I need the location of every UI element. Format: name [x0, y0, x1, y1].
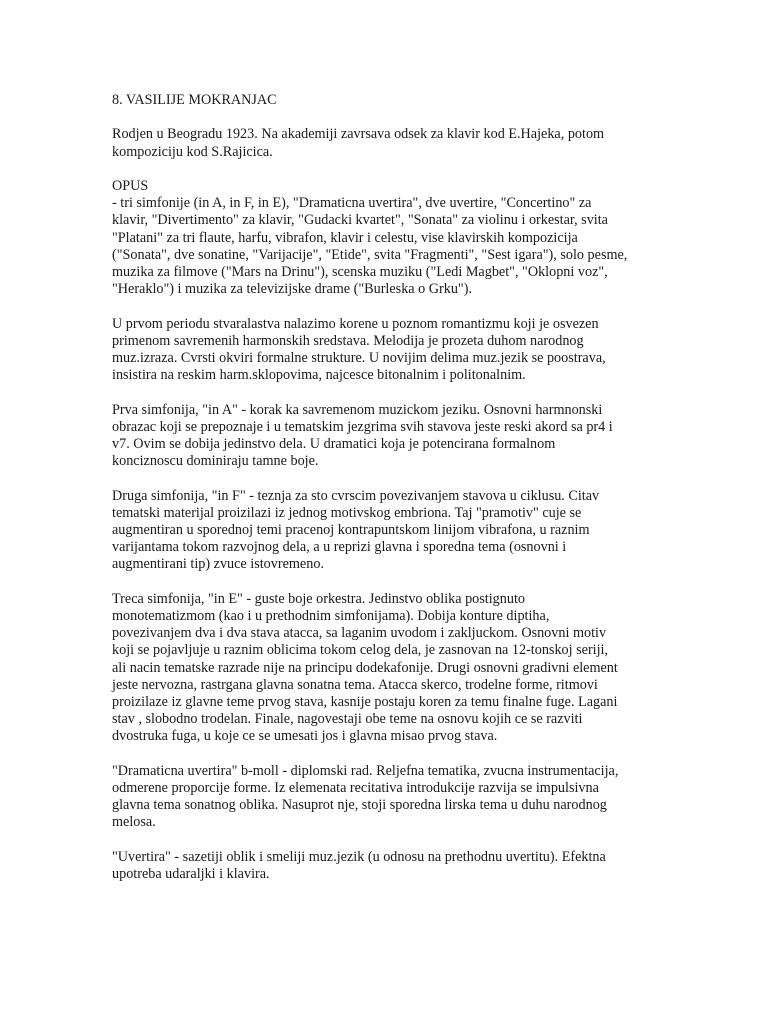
- paragraph: [112, 488, 712, 574]
- text-line: primenom savremenih harmonskih sredstava. Melodija je prozeta duhom narodnog: [112, 332, 584, 349]
- paragraph: [112, 591, 712, 746]
- text-line: insistira na reskim harm.sklopovima, najcesce bitonalnim i politonalnim.: [112, 367, 526, 384]
- paragraph: [112, 402, 712, 471]
- text-line: monotematizmom (kao i u prethodnim simfonijama). Dobija konture diptiha,: [112, 608, 550, 624]
- text-line: "Platani" za tri flaute, harfu, vibrafon, klavir i celestu, vise klavirskih kompozicija: [112, 229, 578, 246]
- text-line: Treca simfonija, "in E" - guste boje orkestra. Jedinstvo oblika postignuto: [112, 590, 525, 607]
- text-line: jeste nervozna, rastrgana glavna sonatna tema. Atacca skerco, trodelne forme, ritmovi: [112, 676, 598, 693]
- text-line: U prvom periodu stvaralastva nalazimo korene u poznom romantizmu koji je osvezen: [112, 315, 599, 332]
- document-page: [112, 92, 712, 900]
- paragraph: [112, 126, 712, 160]
- text-line: muz.izraza. Cvrsti okviri formalne strukture. U novijim delima muz.jezik se poostrava,: [112, 350, 606, 366]
- text-line: glavna tema sonatnog oblika. Nasuprot nje, stoji sporedna lirska tema u duhu narodnog: [112, 797, 607, 814]
- text-line: proizilaze iz glavne teme prvog stava, kasnije postaju koren za temu finalne fuge. Lagani: [112, 694, 618, 711]
- text-line: "Heraklo") i muzika za televizijske drame ("Burleska o Grku").: [112, 281, 472, 298]
- text-line: ali nacin tematske razrade nije na principu dodekafonije. Drugi osnovni gradivni element: [112, 659, 618, 676]
- paragraph: [112, 316, 712, 385]
- text-line: konciznoscu dominiraju tamne boje.: [112, 453, 319, 470]
- text-line: kompoziciju kod S.Rajicica.: [112, 143, 273, 160]
- text-line: Druga simfonija, "in F" - teznja za sto cvrscim povezivanjem stavova u ciklusu. Citav: [112, 487, 600, 504]
- text-line: klavir, "Divertimento" za klavir, "Gudacki kvartet", "Sonata" za violinu i orkestar, svita: [112, 212, 608, 229]
- text-line: tematski materijal proizilazi iz jednog motivskog embriona. Taj "pramotiv" cuje se: [112, 504, 582, 521]
- text-line: koji se pojavljuje u raznim oblicima tokom celog dela, je zasnovan na 12-tonskoj seriji,: [112, 642, 609, 659]
- text-line: varijantama tokom razvojnog dela, a u reprizi glavna i sporedna tema (osnovni i: [112, 539, 567, 556]
- section-label: OPUS: [112, 177, 149, 194]
- text-line: v7. Ovim se dobija jedinstvo dela. U dramatici koja je potencirana formalnom: [112, 436, 556, 452]
- text-line: povezivanjem dva i dva stava atacca, sa laganim uvodom i zakljuckom. Osnovni motiv: [112, 625, 607, 642]
- text-line: augmentiran u sporednoj temi pracenoj kontrapuntskom linijom vibrafona, u raznim: [112, 522, 590, 538]
- paragraph: [112, 763, 712, 832]
- text-line: muzika za filmove ("Mars na Drinu"), scenska muziku ("Ledi Magbet", "Oklopni voz",: [112, 264, 608, 280]
- document-title: 8. VASILIJE MOKRANJAC: [112, 92, 277, 108]
- text-line: Rodjen u Beogradu 1923. Na akademiji zavrsava odsek za klavir kod E.Hajeka, potom: [112, 126, 605, 143]
- text-line: - tri simfonije (in A, in F, in E), "Dramaticna uvertira", dve uvertire, "Concertino" za: [112, 195, 592, 212]
- text-line: stav , slobodno trodelan. Finale, nagovestaji obe teme na osnovu kojih ce se razviti: [112, 711, 583, 728]
- text-line: obrazac koji se prepoznaje i u tematskim jezgrima svih stavova jeste reski akord sa pr4 i: [112, 418, 613, 435]
- document-body: [112, 126, 712, 883]
- text-line: augmentirani tip) zvuce istovremeno.: [112, 556, 324, 573]
- text-line: dvostruka fuga, u koje ce se umesati jos i glavna misao prvog stava.: [112, 728, 498, 745]
- text-line: "Uvertira" - sazetiji oblik i smeliji muz.jezik (u odnosu na prethodnu uvertitu). Efektna: [112, 848, 606, 865]
- paragraph: [112, 849, 712, 883]
- text-line: upotreba udaraljki i klavira.: [112, 866, 270, 883]
- text-line: melosa.: [112, 814, 156, 831]
- text-line: odmerene proporcije forme. Iz elemenata recitativa introdukcije razvija se impulsivna: [112, 780, 599, 797]
- text-line: ("Sonata", dve sonatine, "Varijacije", "Etide", svita "Fragmenti", "Sest igara"), solo pesme,: [112, 246, 628, 263]
- text-line: Prva simfonija, "in A" - korak ka savremenom muzickom jeziku. Osnovni harmnonski: [112, 401, 603, 418]
- text-line: "Dramaticna uvertira" b-moll - diplomski rad. Reljefna tematika, zvucna instrumentacija,: [112, 762, 619, 779]
- paragraph: [112, 178, 712, 298]
